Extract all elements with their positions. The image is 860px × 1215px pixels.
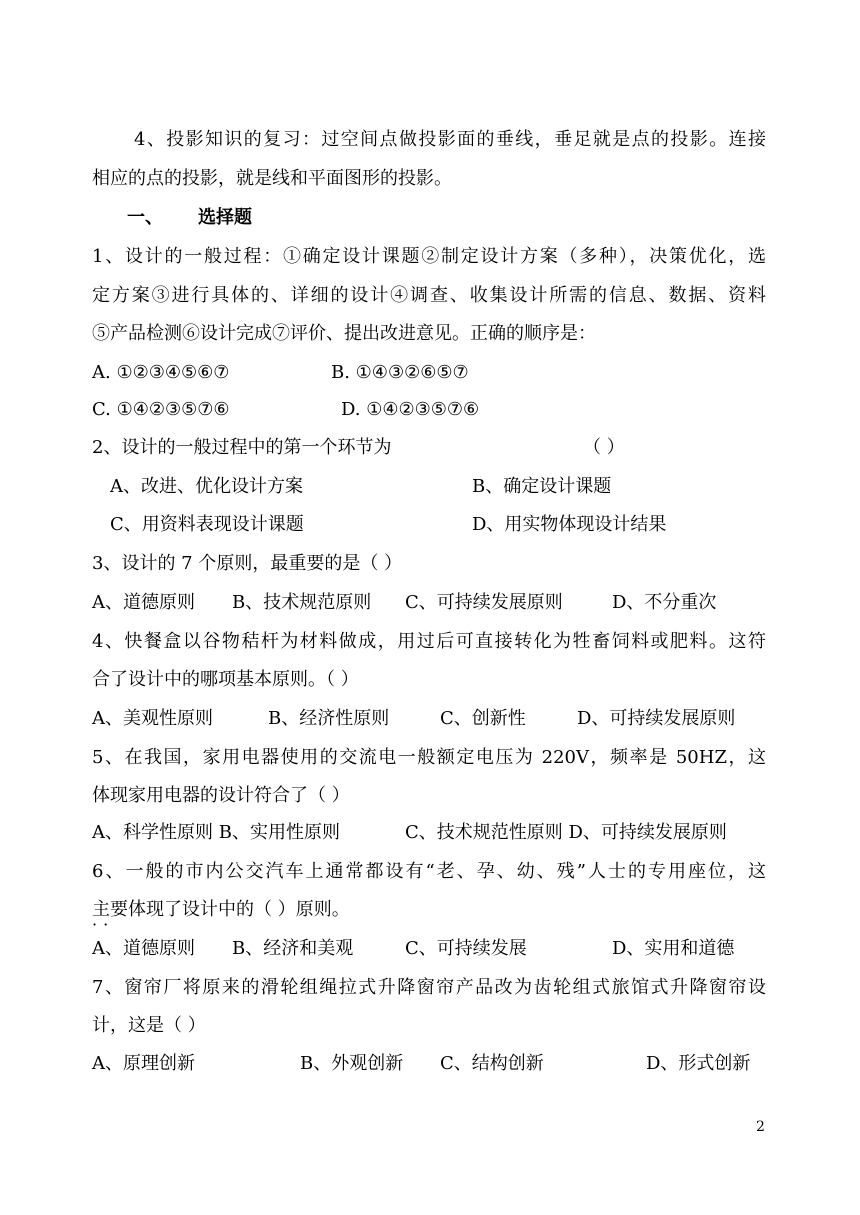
q6-option-a: A、道德原则 [92, 938, 195, 959]
q3-option-a: A、道德原则 [92, 592, 195, 613]
q5-options-a-b: A、科学性原则 B、实用性原则 [92, 822, 340, 843]
q7-option-c: C、结构创新 [440, 1053, 544, 1074]
intro-line-2: 相应的点的投影，就是线和平面图形的投影。 [92, 168, 452, 189]
emphasis-dots: ·· [92, 915, 115, 934]
q1-line-3: ⑤产品检测⑥设计完成⑦评价、提出改进意见。正确的顺序是： [92, 323, 596, 344]
q4-option-a: A、美观性原则 [92, 708, 213, 729]
q3-stem: 3、设计的 7 个原则，最重要的是（ ） [92, 553, 403, 574]
q3-option-b: B、技术规范原则 [232, 592, 372, 613]
q6-option-b: B、经济和美观 [232, 938, 354, 959]
q4-option-d: D、可持续发展原则 [577, 708, 736, 729]
q2-option-b: B、确定设计课题 [472, 476, 612, 497]
section-number: 一、 [127, 207, 163, 228]
q6-line-2: 主要体现了设计中的（ ）原则。 [92, 899, 350, 920]
q2-stem: 2、设计的一般过程中的第一个环节为 [92, 437, 392, 458]
section-title: 选择题 [198, 207, 252, 228]
q2-option-a: A、改进、优化设计方案 [110, 476, 303, 497]
q1-line-1: 1、设计的一般过程：①确定设计课题②制定设计方案（多种），决策优化，选 [92, 246, 766, 267]
q7-option-d: D、形式创新 [646, 1053, 751, 1074]
q5-options-c-d: C、技术规范性原则 D、可持续发展原则 [405, 822, 727, 843]
page-number: 2 [756, 1119, 765, 1135]
q5-line-1: 5、在我国，家用电器使用的交流电一般额定电压为 220V，频率是 50HZ，这 [92, 747, 766, 768]
q4-option-c: C、创新性 [440, 708, 526, 729]
q4-line-2: 合了设计中的哪项基本原则。（ ） [92, 669, 359, 690]
q4-option-b: B、经济性原则 [268, 708, 390, 729]
q2-answer-bracket: （ ） [583, 437, 625, 458]
q6-option-d: D、实用和道德 [612, 938, 735, 959]
q5-line-2: 体现家用电器的设计符合了（ ） [92, 785, 350, 806]
q7-line-2: 计，这是（ ） [92, 1015, 206, 1036]
q7-line-1: 7、窗帘厂将原来的滑轮组绳拉式升降窗帘产品改为齿轮组式旅馆式升降窗帘设 [92, 977, 766, 998]
q3-option-d: D、不分重次 [612, 592, 717, 613]
q4-line-1: 4、快餐盒以谷物秸杆为材料做成，用过后可直接转化为牲畜饲料或肥料。这符 [92, 631, 766, 652]
q2-option-c: C、用资料表现设计课题 [110, 514, 304, 535]
q1-option-b: B. ①④③②⑥⑤⑦ [331, 362, 469, 383]
q6-option-c: C、可持续发展 [405, 938, 527, 959]
q1-option-c: C. ①④②③⑤⑦⑥ [92, 399, 230, 420]
q7-option-b: B、外观创新 [300, 1053, 404, 1074]
q1-option-d: D. ①④②③⑤⑦⑥ [341, 399, 480, 420]
q6-line-1: 6、一般的市内公交汽车上通常都设有“老、孕、幼、残”人士的专用座位，这 [92, 861, 766, 882]
q7-option-a: A、原理创新 [92, 1053, 195, 1074]
q1-line-2: 定方案③进行具体的、详细的设计④调查、收集设计所需的信息、数据、资料 [92, 285, 766, 306]
q2-option-d: D、用实物体现设计结果 [472, 514, 667, 535]
q3-option-c: C、可持续发展原则 [405, 592, 563, 613]
intro-line-1: 4、投影知识的复习：过空间点做投影面的垂线，垂足就是点的投影。连接 [134, 129, 766, 150]
q1-option-a: A. ①②③④⑤⑥⑦ [92, 362, 230, 383]
